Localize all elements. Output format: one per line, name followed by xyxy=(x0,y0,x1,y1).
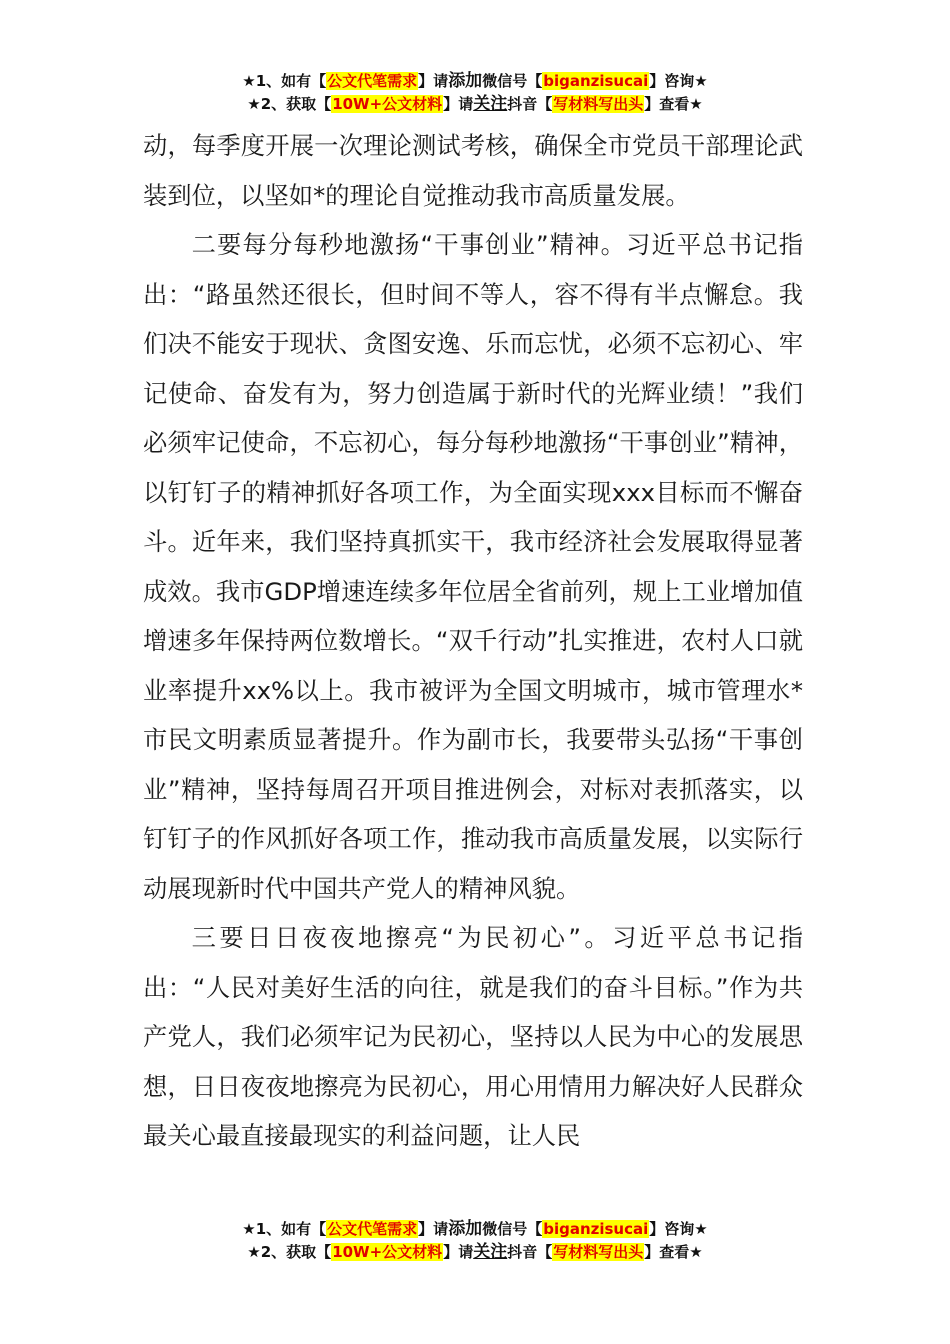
ad-highlight-materials: 10W+公文材料 xyxy=(332,1243,443,1261)
ad-text: ★2、获取【 xyxy=(247,95,332,113)
ad-highlight-wechat-id: biganzisucai xyxy=(543,72,649,90)
paragraph-two: 二要每分每秒地激扬“干事创业”精神。习近平总书记指出：“路虽然还很长，但时间不等人，容不得有半点懈怠。我们决不能安于现状、贪图安逸、乐而忘忧，必须不忘初心、牢记使命、奋发有为，努力创造属于新时代的光辉业绩！”我们必须牢记使命，不忘初心，每分每秒地激扬“干事创业”精神，以钉钉子的精神抓好各项工作，为全面实现xxx目标而不懈奋斗。近年来，我们坚持真抓实干，我市经济社会发展取得显著成效。我市GDP增速连续多年位居全省前列，规上工业增加值增速多年保持两位数增长。“双千行动”扎实推进，农村人口就业率提升xx%以上。我市被评为全国文明城市，城市管理水*市民文明素质显著提升。作为副市长，我要带头弘扬“干事创业”精神，坚持每周召开项目推进例会，对标对表抓落实，以钉钉子的作风抓好各项工作，推动我市高质量发展，以实际行动展现新时代中国共产党人的精神风貌。 xyxy=(143,230,803,903)
ad-text-emphasis: 添加 xyxy=(448,1219,483,1239)
ad-text: 抖音【 xyxy=(507,95,553,113)
ad-highlight-materials: 10W+公文材料 xyxy=(332,95,443,113)
header-ad-banner xyxy=(0,70,950,116)
ad-text-emphasis: 添加 xyxy=(448,71,483,91)
ad-text-emphasis: 关注 xyxy=(473,1242,508,1262)
ad-text-emphasis: 关注 xyxy=(473,94,508,114)
ad-text: 】查看★ xyxy=(644,95,703,113)
ad-text: ★1、如有【 xyxy=(242,1220,327,1238)
ad-text: 】咨询★ xyxy=(649,72,708,90)
footer-ad-banner xyxy=(0,1218,950,1264)
ad-text: 微信号【 xyxy=(482,1220,543,1238)
footer-ad-line-1 xyxy=(0,1218,950,1241)
document-body xyxy=(143,121,803,1161)
ad-text: 】请 xyxy=(418,72,449,90)
ad-highlight-douyin-account: 写材料写出头 xyxy=(553,1243,644,1261)
ad-text: 抖音【 xyxy=(507,1243,553,1261)
footer-ad-line-2 xyxy=(0,1241,950,1264)
paragraph-three: 三要日日夜夜地擦亮“为民初心”。习近平总书记指出：“人民对美好生活的向往，就是我们的奋斗目标。”作为共产党人，我们必须牢记为民初心，坚持以人民为中心的发展思想，日日夜夜地擦亮为民初心，用心用情用力解决好人民群众最关心最直接最现实的利益问题，让人民 xyxy=(143,923,803,1150)
paragraph-continued: 动，每季度开展一次理论测试考核，确保全市党员干部理论武装到位，以坚如*的理论自觉推动我市高质量发展。 xyxy=(143,131,803,210)
ad-text: 微信号【 xyxy=(482,72,543,90)
ad-highlight-wechat-id: biganzisucai xyxy=(543,1220,649,1238)
ad-text: ★1、如有【 xyxy=(242,72,327,90)
ad-highlight-service: 公文代笔需求 xyxy=(327,1220,418,1238)
ad-text: 】查看★ xyxy=(644,1243,703,1261)
ad-text: 】请 xyxy=(443,95,474,113)
ad-highlight-service: 公文代笔需求 xyxy=(327,72,418,90)
ad-text: 】请 xyxy=(418,1220,449,1238)
header-ad-line-1 xyxy=(0,70,950,93)
ad-text: 】咨询★ xyxy=(649,1220,708,1238)
header-ad-line-2 xyxy=(0,93,950,116)
ad-highlight-douyin-account: 写材料写出头 xyxy=(553,95,644,113)
ad-text: ★2、获取【 xyxy=(247,1243,332,1261)
ad-text: 】请 xyxy=(443,1243,474,1261)
